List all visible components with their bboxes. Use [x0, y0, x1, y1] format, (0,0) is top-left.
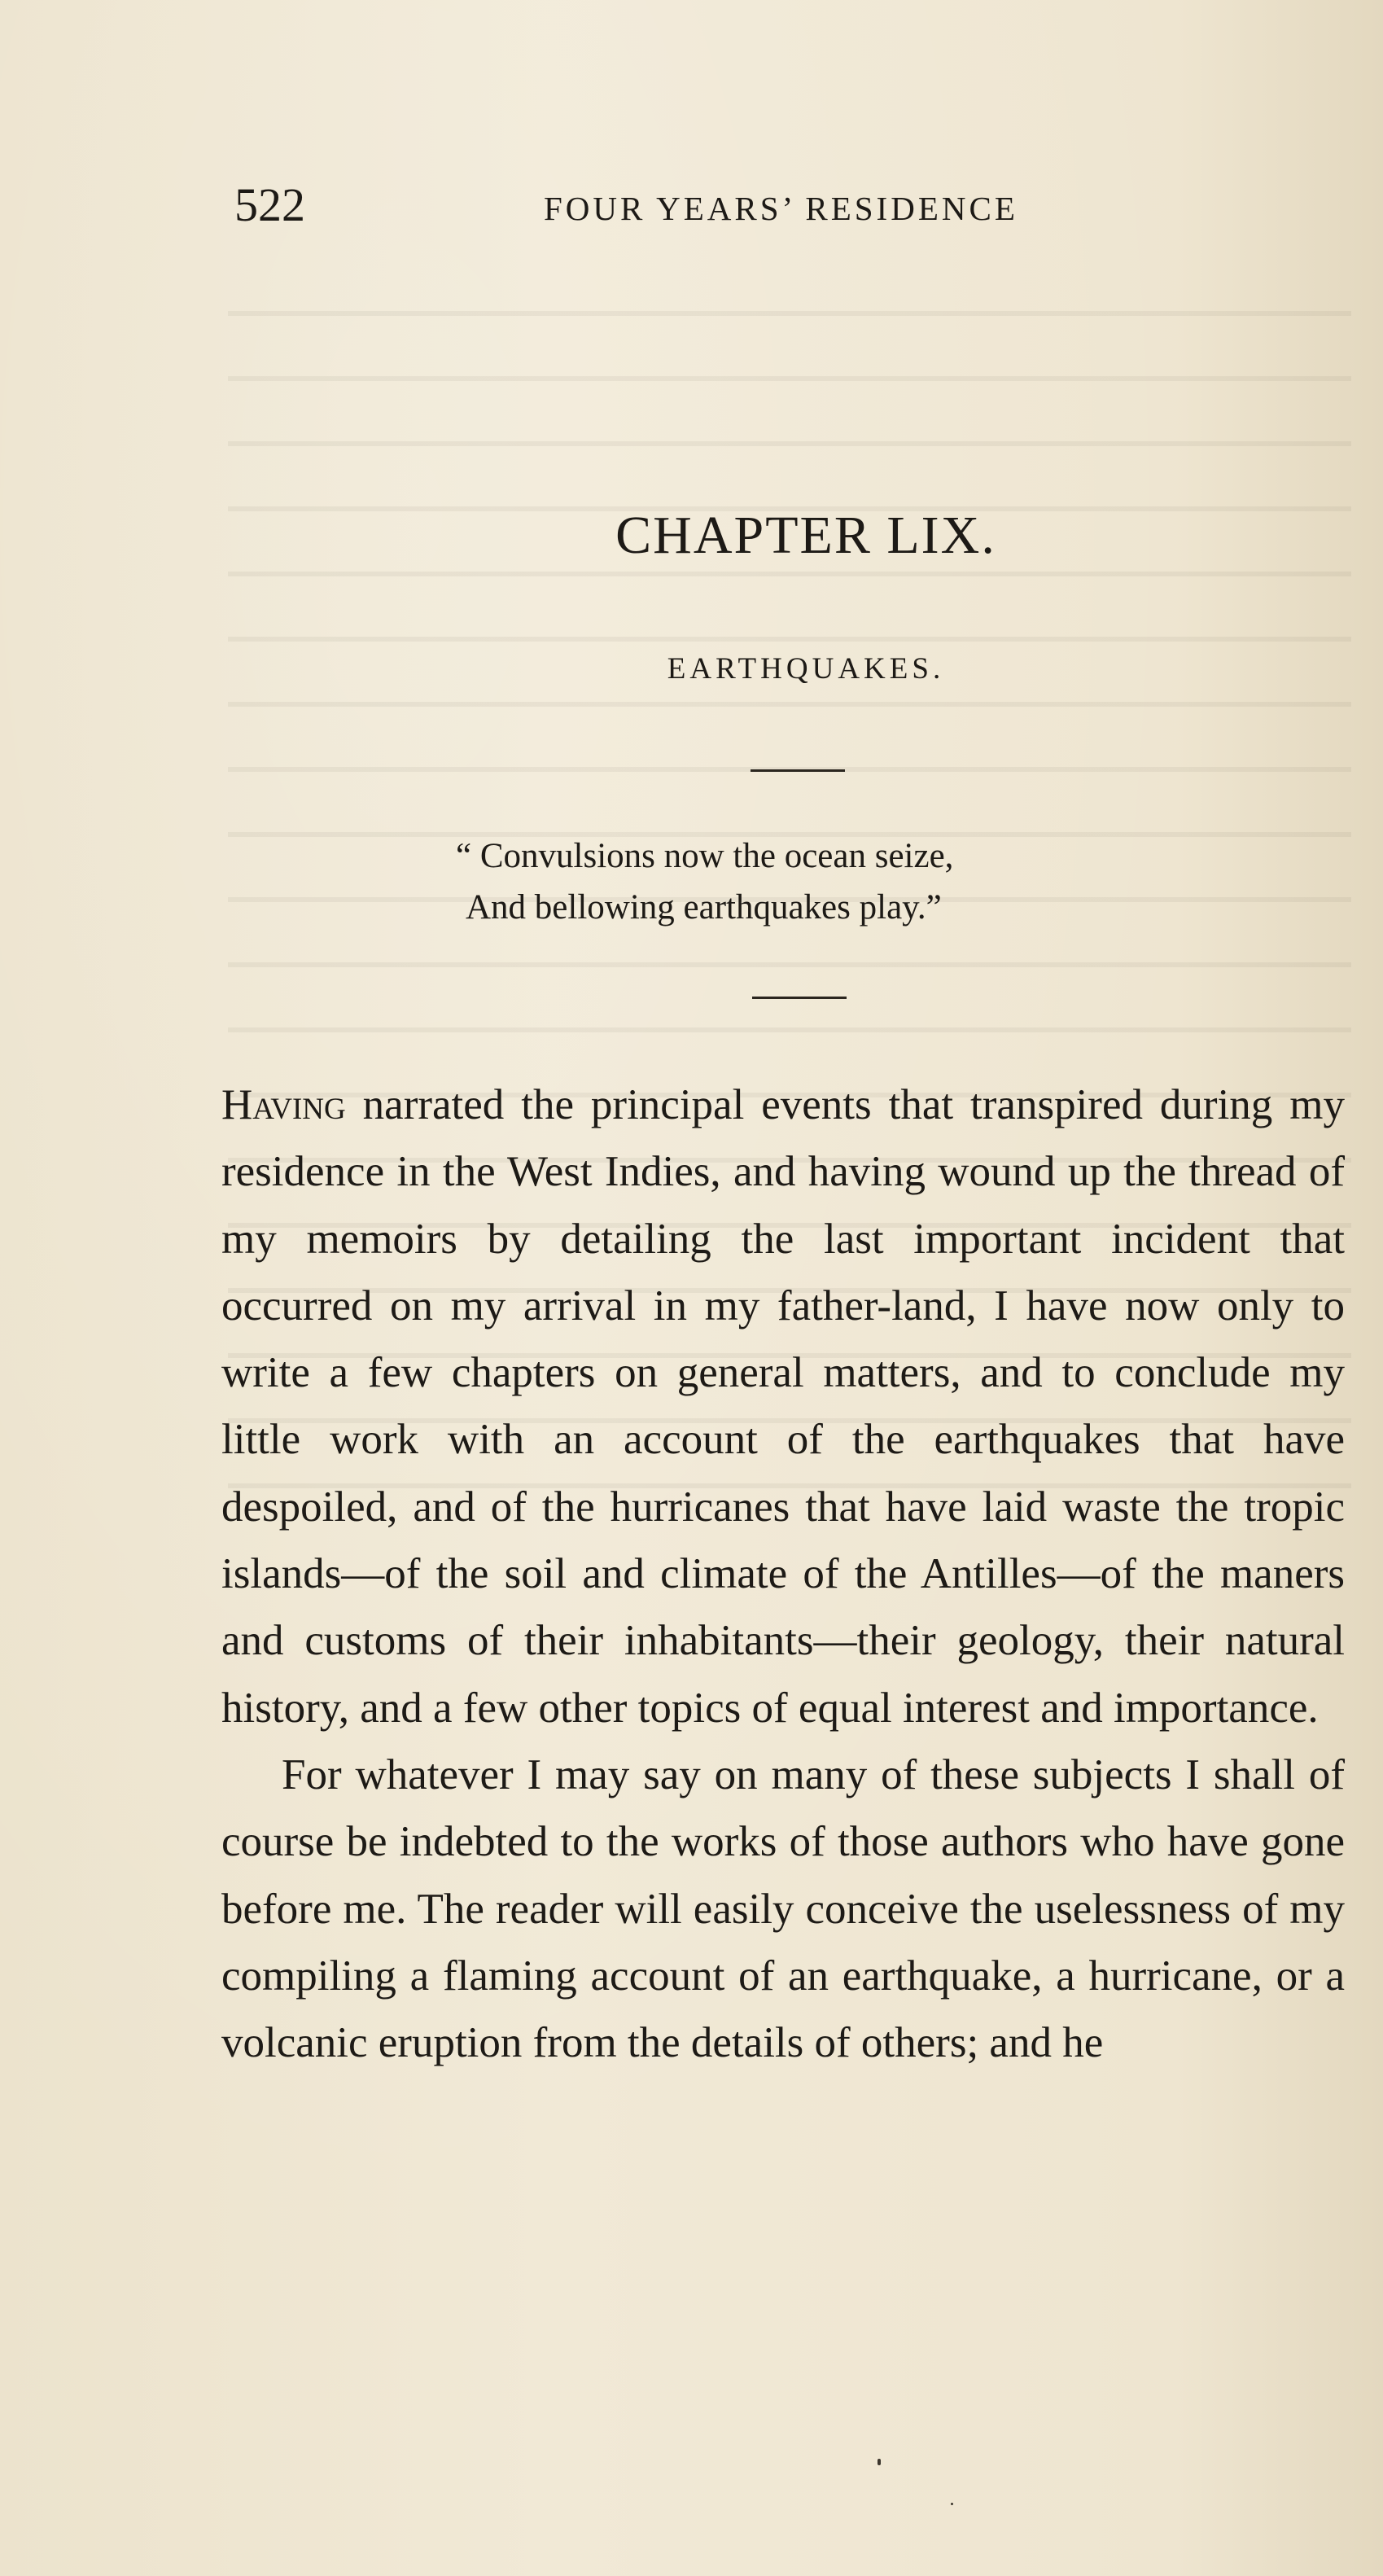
divider-rule-bottom — [752, 997, 847, 999]
paragraph-lead-word: Having — [221, 1081, 346, 1128]
chapter-title: CHAPTER LIX. — [615, 506, 996, 565]
divider-rule-top — [751, 769, 845, 772]
paragraph-1 — [221, 1071, 1345, 1741]
running-head: FOUR YEARS’ RESIDENCE — [544, 190, 1018, 227]
chapter-subtitle: EARTHQUAKES. — [667, 652, 945, 686]
page-header — [234, 173, 1358, 238]
paper-speck — [951, 2503, 953, 2505]
paragraph-1-text: narrated the principal events that transpired during my residence in the West Indies, and having wound up the thread of my memoirs by detailing the last important incident that occurred on my arrival in my father-land, I have now only to write a few chapters on general matters, and to conclude my little work with an account of the earthquakes that have despoiled, and of the hurricanes that have laid waste the tropic islands—of the soil and climate of the Antilles—of the maners and customs of their inhabitants—their geology, their natural history, and a few other topics of equal interest and importance. — [221, 1081, 1345, 1732]
paper-speck — [878, 2459, 881, 2465]
epigraph-line-2: And bellowing earthquakes play.” — [466, 888, 942, 927]
body-text — [221, 1071, 1345, 2076]
epigraph — [456, 830, 1188, 933]
epigraph-line-1: “ Convulsions now the ocean seize, — [456, 837, 954, 875]
paragraph-2: For whatever I may say on many of these subjects I shall of course be indebted to the works of those authors who have gone before me. The reader will easily conceive the uselessness of my compiling a flaming account of an earthquake, a hurricane, or a volcanic eruption from the details of others; and he — [221, 1750, 1345, 2067]
page-number: 522 — [234, 178, 305, 231]
